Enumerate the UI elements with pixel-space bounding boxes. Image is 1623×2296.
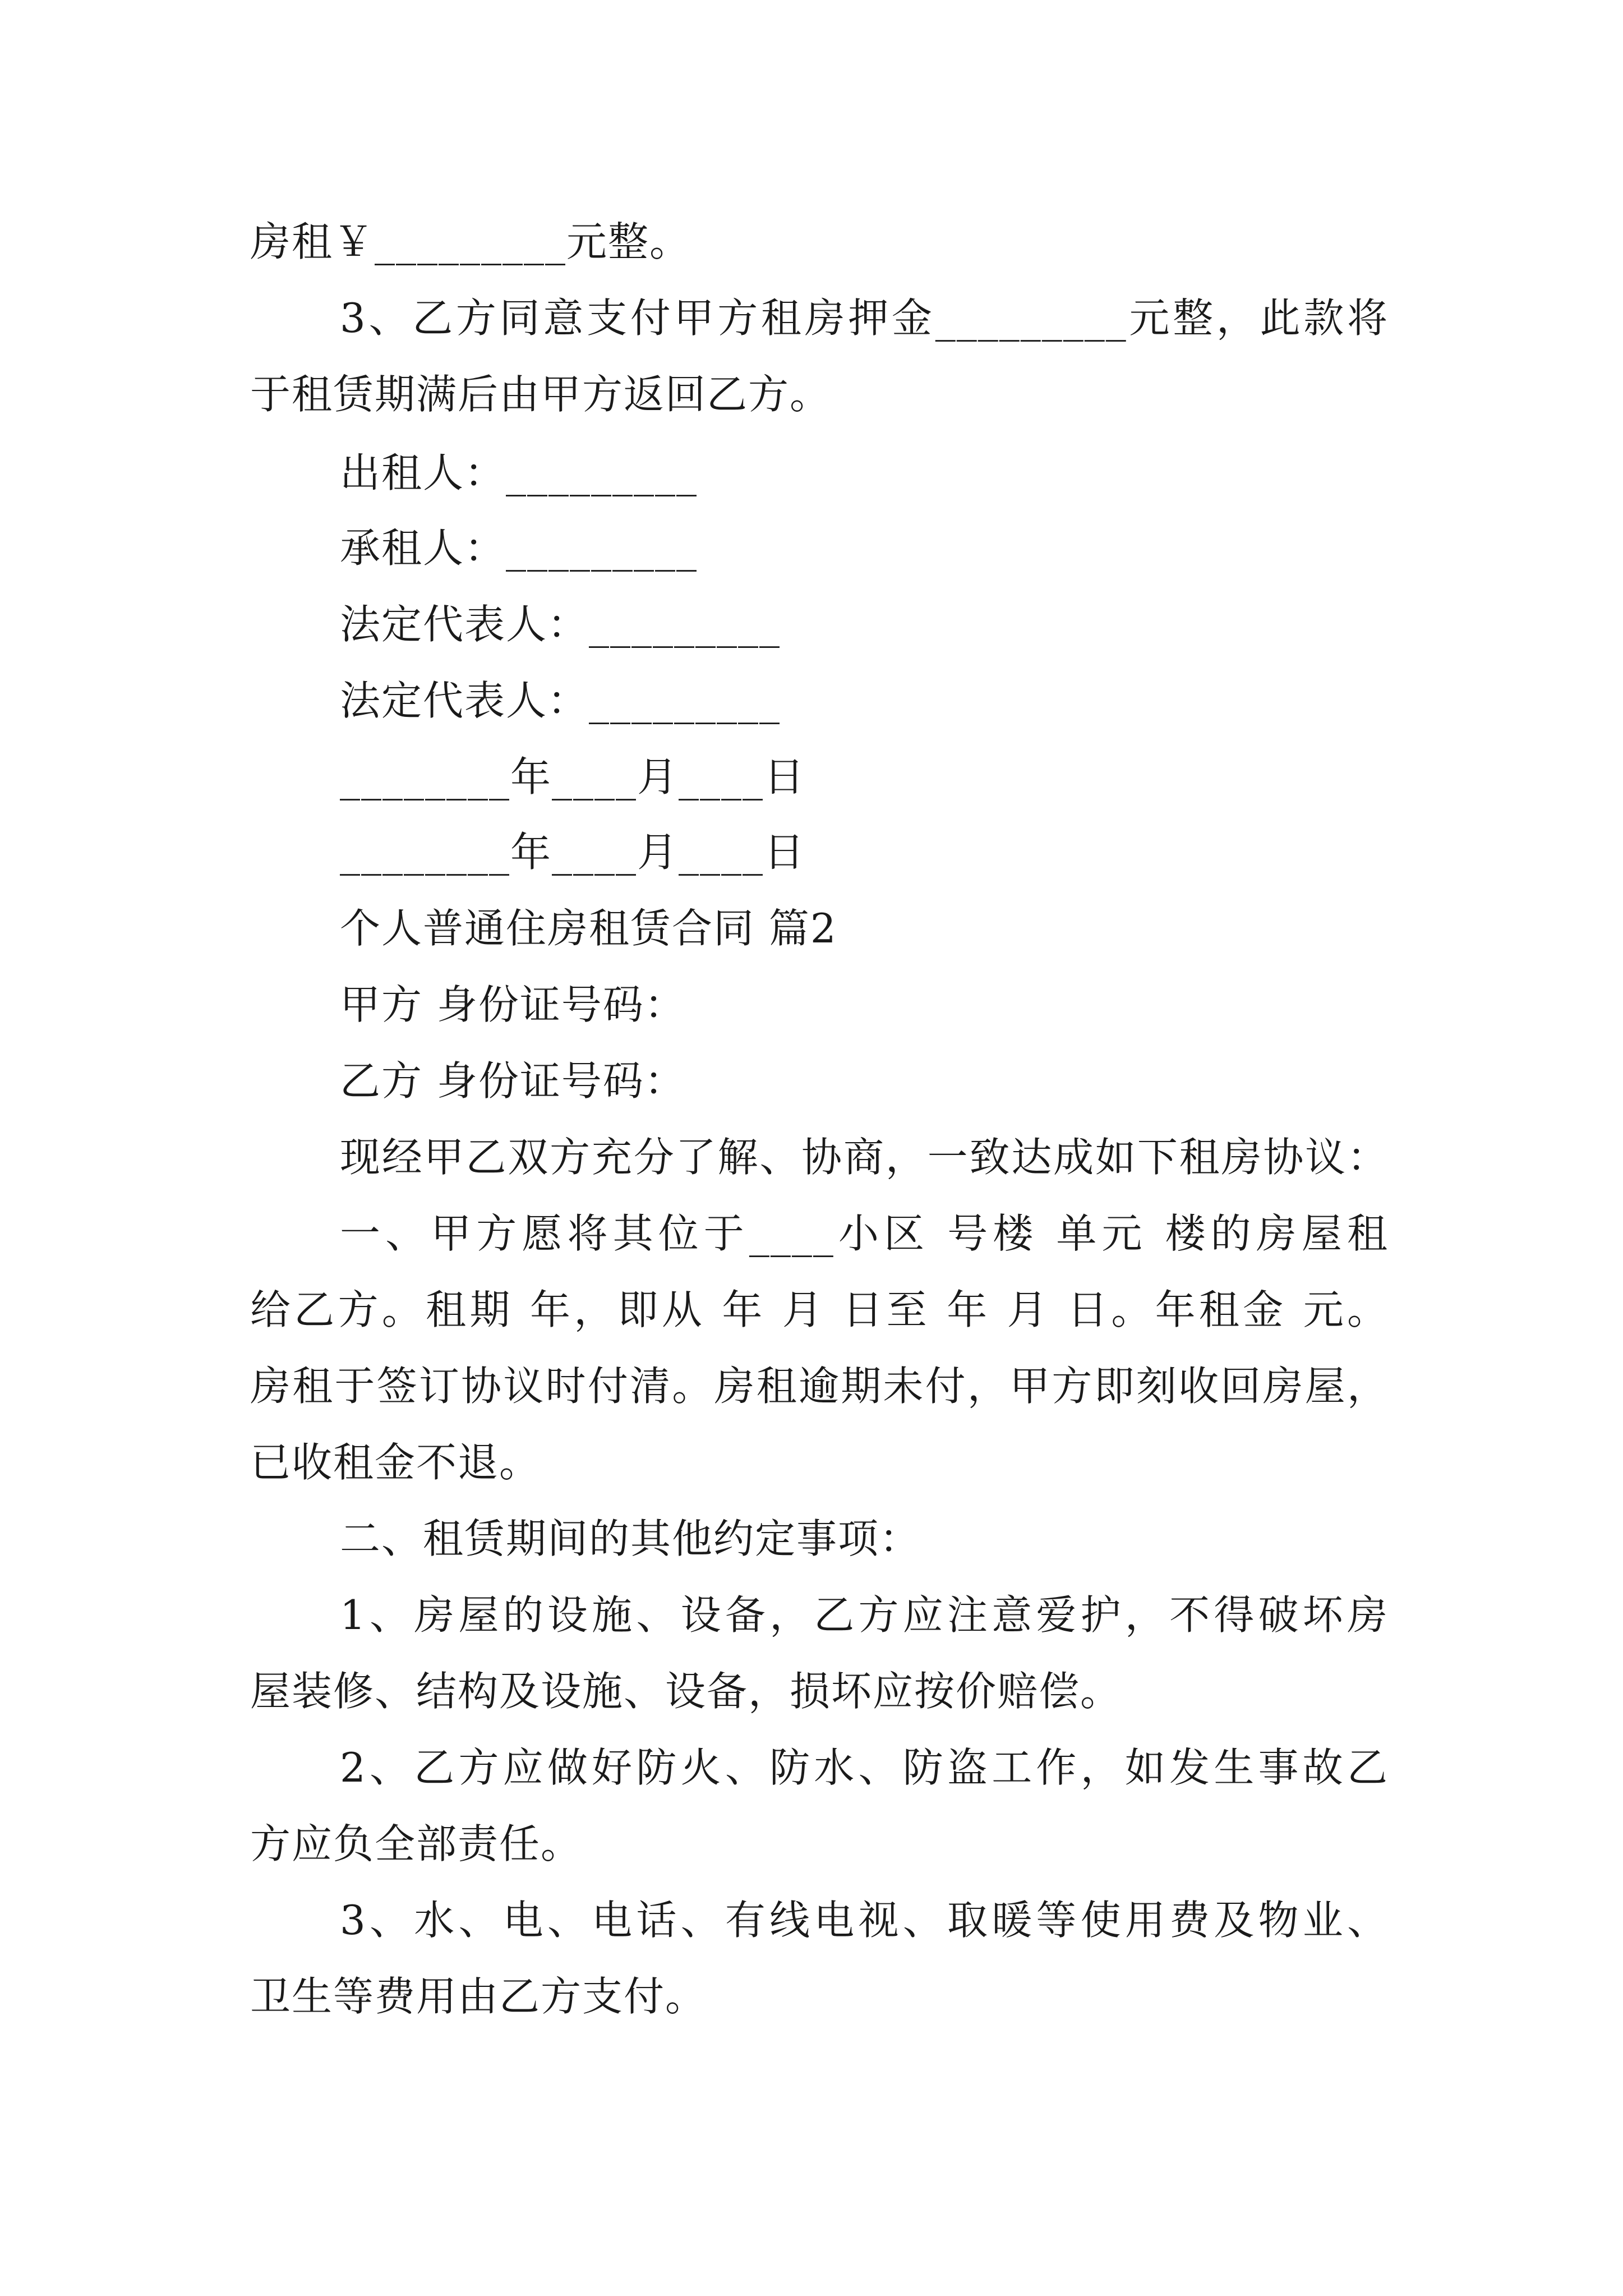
text-line: 一、甲方愿将其位于____小区 号楼 单元 楼的房屋租 bbox=[340, 1210, 1389, 1257]
party-b-line: 乙方 身份证号码： bbox=[340, 1057, 686, 1105]
text-line: 卫生等费用由乙方支付。 bbox=[250, 1973, 707, 2020]
date-line: ________年____月____日 bbox=[340, 829, 805, 876]
signature-line-legal-rep: 法定代表人：_________ bbox=[340, 677, 781, 724]
date-line: ________年____月____日 bbox=[340, 753, 805, 800]
text-line: 房租于签订协议时付清。房租逾期未付，甲方即刻收回房屋， bbox=[250, 1363, 1389, 1410]
text-line: 3、水、电、电话、有线电视、取暖等使用费及物业、 bbox=[340, 1897, 1389, 1944]
section-title: 个人普通住房租赁合同 篇2 bbox=[340, 905, 837, 952]
text-line: 3、乙方同意支付甲方租房押金_________元整，此款将 bbox=[340, 295, 1389, 342]
text-line: 屋装修、结构及设施、设备，损坏应按价赔偿。 bbox=[250, 1668, 1122, 1715]
text-line: 于租赁期满后由甲方返回乙方。 bbox=[250, 371, 832, 418]
text-line: 已收租金不退。 bbox=[250, 1439, 541, 1486]
text-line: 给乙方。租期 年，即从 年 月 日至 年 月 日。年租金 元。 bbox=[250, 1286, 1389, 1333]
text-line: 现经甲乙双方充分了解、协商，一致达成如下租房协议： bbox=[340, 1134, 1389, 1181]
text-line: 房租￥_________元整。 bbox=[250, 218, 691, 265]
signature-line-lessor: 出租人：_________ bbox=[340, 449, 698, 496]
party-a-line: 甲方 身份证号码： bbox=[340, 981, 686, 1028]
text-line: 1、房屋的设施、设备，乙方应注意爱护，不得破坏房 bbox=[340, 1591, 1389, 1639]
text-line: 二、租赁期间的其他约定事项： bbox=[340, 1515, 921, 1562]
text-line: 方应负全部责任。 bbox=[250, 1820, 583, 1867]
text-line: 2、乙方应做好防火、防水、防盗工作，如发生事故乙 bbox=[340, 1744, 1389, 1791]
signature-line-legal-rep: 法定代表人：_________ bbox=[340, 601, 781, 648]
signature-line-lessee: 承租人：_________ bbox=[340, 524, 698, 572]
